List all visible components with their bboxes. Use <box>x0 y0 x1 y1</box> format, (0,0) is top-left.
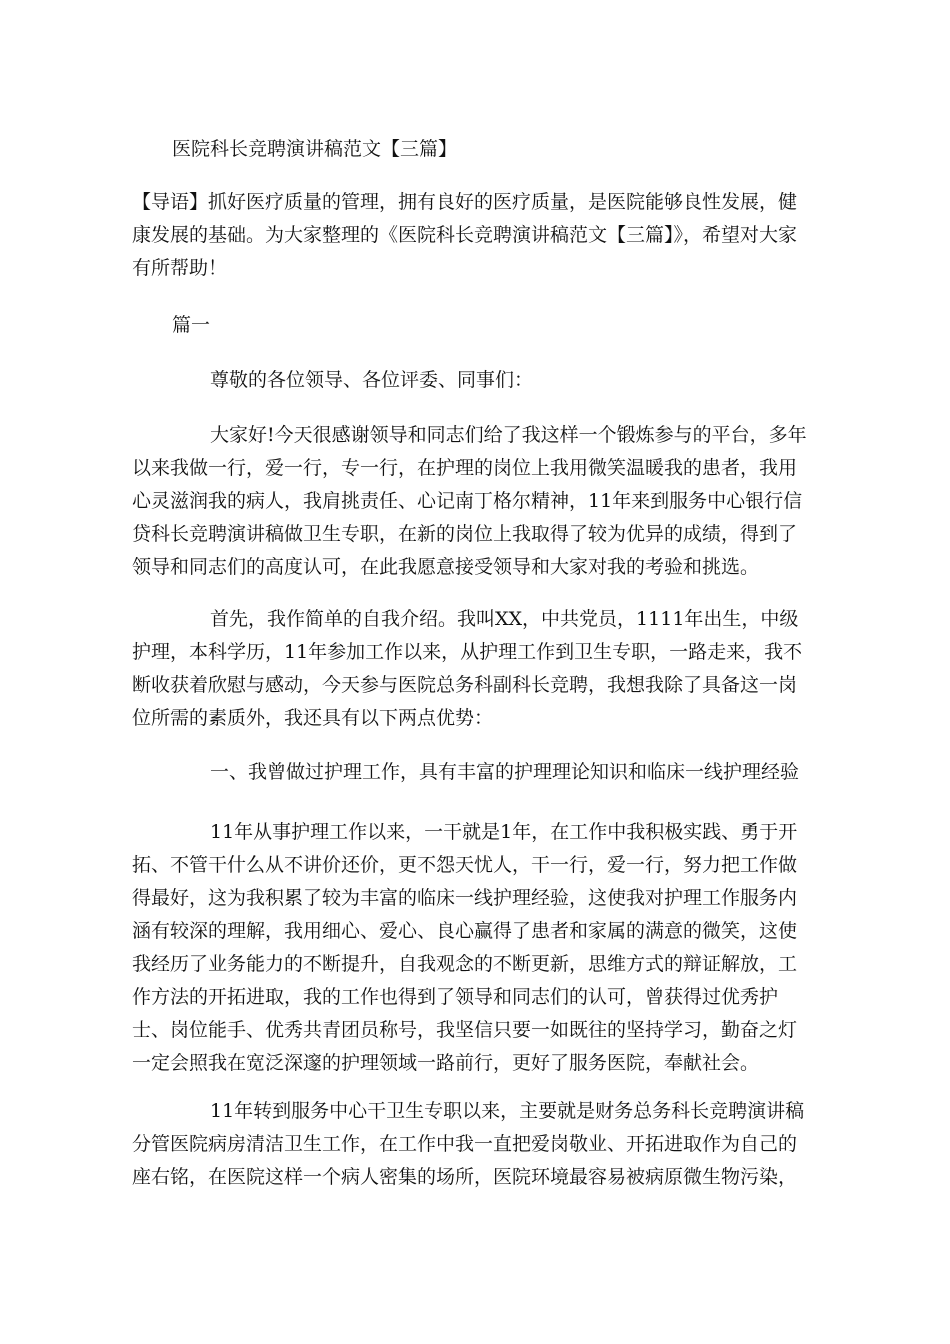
subheading-1: 一、我曾做过护理工作，具有丰富的护理理论知识和临床一线护理经验 <box>210 761 800 783</box>
paragraph-3: 11年从事护理工作以来，一干就是1年，在工作中我积极实践、勇于开拓、不管干什么从不讲价还价，更不怨天忧人，干一行，爱一行，努力把工作做得最好，这为我积累了较为丰富的临床一线护理经验，这使我对护理工作服务内涵有较深的理解，我用细心、爱心、良心赢得了患者和家属的满意的微笑，这使我经历了业务能力的不断提升，自我观念的不断更新，思维方式的辩证解放，工作方法的开拓进取，我的工作也得到了领导和同志们的认可，曾获得过优秀护士、岗位能手、优秀共青团员称号，我坚信只要一如既往的坚持学习，勤奋之灯一定会照我在宽泛深邃的护理领域一路前行，更好了服务医院，奉献社会。 <box>132 821 798 1074</box>
paragraph-4: 11年转到服务中心干卫生专职以来，主要就是财务总务科长竞聘演讲稿分管医院病房清洁卫生工作，在工作中我一直把爱岗敬业、开拓进取作为自己的座右铭，在医院这样一个病人密集的场所，医院环境最容易被病原微生物污染， <box>132 1100 805 1188</box>
intro-paragraph: 【导语】抓好医疗质量的管理，拥有良好的医疗质量，是医院能够良性发展，健康发展的基础。为大家整理的《医院科长竞聘演讲稿范文【三篇】》，希望对大家有所帮助！ <box>132 191 798 279</box>
document-title: 医院科长竞聘演讲稿范文【三篇】 <box>172 138 458 160</box>
greeting: 尊敬的各位领导、各位评委、同事们： <box>210 369 534 391</box>
paragraph-1: 大家好!今天很感谢领导和同志们给了我这样一个锻炼参与的平台，多年以来我做一行，爱一行，专一行，在护理的岗位上我用微笑温暖我的患者，我用心灵滋润我的病人，我肩挑责任、心记南丁格尔精神，11年来到服务中心银行信贷科长竞聘演讲稿做卫生专职，在新的岗位上我取得了较为优异的成绩，得到了领导和同志们的高度认可，在此我愿意接受领导和大家对我的考验和挑选。 <box>132 424 807 578</box>
section-label: 篇一 <box>172 314 211 336</box>
paragraph-2: 首先，我作简单的自我介绍。我叫XX，中共党员，1111年出生，中级护理，本科学历，11年参加工作以来，从护理工作到卫生专职，一路走来，我不断收获着欣慰与感动，今天参与医院总务科副科长竞聘，我想我除了具备这一岗位所需的素质外，我还具有以下两点优势： <box>132 608 803 729</box>
